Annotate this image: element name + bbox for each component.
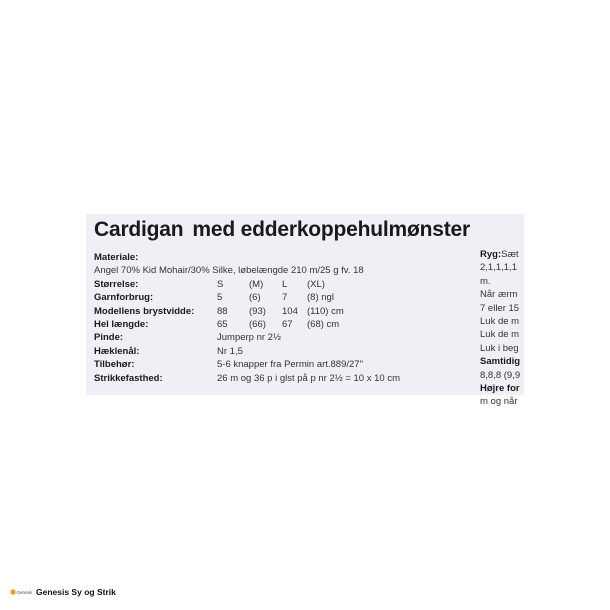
spec-label: Materiale: <box>94 252 139 263</box>
logo-mark-text: Genesis <box>16 590 32 595</box>
spec-label: Modellens brystvidde: <box>94 305 195 317</box>
side-line: m. <box>480 275 491 287</box>
title-word-cardigan: Cardigan <box>94 218 184 241</box>
size-value: 67 <box>282 318 293 330</box>
size-value: 65 <box>217 318 228 330</box>
side-line: 7 eller 15 <box>480 302 520 314</box>
specification-list <box>94 251 474 385</box>
spec-label: Hæklenål: <box>94 345 140 357</box>
genesis-logo-icon <box>10 587 30 597</box>
spec-row-materiale-value <box>94 264 474 277</box>
title-rest: med edderkoppehulmønster <box>192 218 471 241</box>
size-value: (110) cm <box>307 305 344 317</box>
side-heading: Ryg: <box>480 249 502 260</box>
spec-row-pinde <box>94 331 474 344</box>
side-line: 2,1,1,1,1 <box>480 262 517 274</box>
spec-row-materiale <box>94 251 474 264</box>
size-value: (93) <box>249 305 266 317</box>
size-value: 104 <box>282 305 298 317</box>
spec-value: 5-6 knapper fra Permin art.889/27" <box>217 359 363 371</box>
spec-row-laengde <box>94 318 474 331</box>
spec-value: Jumperp nr 2½ <box>217 332 281 344</box>
spec-value: Nr 1,5 <box>217 345 243 357</box>
spec-row-haeklenaal <box>94 345 474 358</box>
side-line: m og når <box>480 396 518 408</box>
size-value: (68) cm <box>307 318 340 330</box>
spec-row-strikkefasthed <box>94 372 474 385</box>
spec-row-garnforbrug <box>94 291 474 304</box>
spec-label: Strikkefasthed: <box>94 372 163 384</box>
side-heading: Højre for <box>480 383 520 395</box>
spec-row-storrelse <box>94 278 474 291</box>
spec-value: 26 m og 36 p i glst på p nr 2½ = 10 x 10 cm <box>217 372 400 384</box>
size-value: (XL) <box>307 278 325 290</box>
size-value: (66) <box>249 318 266 330</box>
size-value: L <box>282 278 288 290</box>
spec-row-brystvidde <box>94 305 474 318</box>
size-value: (8) ngl <box>307 292 334 304</box>
spec-label: Hel længde: <box>94 318 149 330</box>
side-line: Luk de m <box>480 329 520 341</box>
side-line: 8,8,8 (9,9 <box>480 369 521 381</box>
spec-label: Tilbehør: <box>94 359 135 371</box>
size-value: 5 <box>217 292 223 304</box>
side-line: Luk de m <box>480 316 520 328</box>
side-line: Luk i beg <box>480 342 519 354</box>
size-value: 88 <box>217 305 228 317</box>
side-line <box>480 248 540 261</box>
side-heading: Samtidig <box>480 356 521 368</box>
side-line: Når ærm <box>480 289 518 301</box>
size-value: S <box>217 278 224 290</box>
pattern-title <box>94 218 470 242</box>
size-value: (6) <box>249 292 261 304</box>
brand-logo[interactable] <box>10 586 116 598</box>
spec-value: Angel 70% Kid Mohair/30% Silke, løbelængde 210 m/25 g fv. 18 <box>94 265 364 277</box>
spec-label: Garnforbrug: <box>94 292 154 304</box>
size-value: 7 <box>282 292 288 304</box>
side-text: Sæt <box>501 249 519 260</box>
size-value: (M) <box>249 278 264 290</box>
pattern-card <box>86 214 524 408</box>
spec-label: Størrelse: <box>94 278 139 290</box>
spec-row-tilbehor <box>94 358 474 371</box>
brand-name: Genesis Sy og Strik <box>36 587 116 597</box>
instructions-column-cut-off <box>480 248 540 409</box>
spec-label: Pinde: <box>94 332 124 344</box>
